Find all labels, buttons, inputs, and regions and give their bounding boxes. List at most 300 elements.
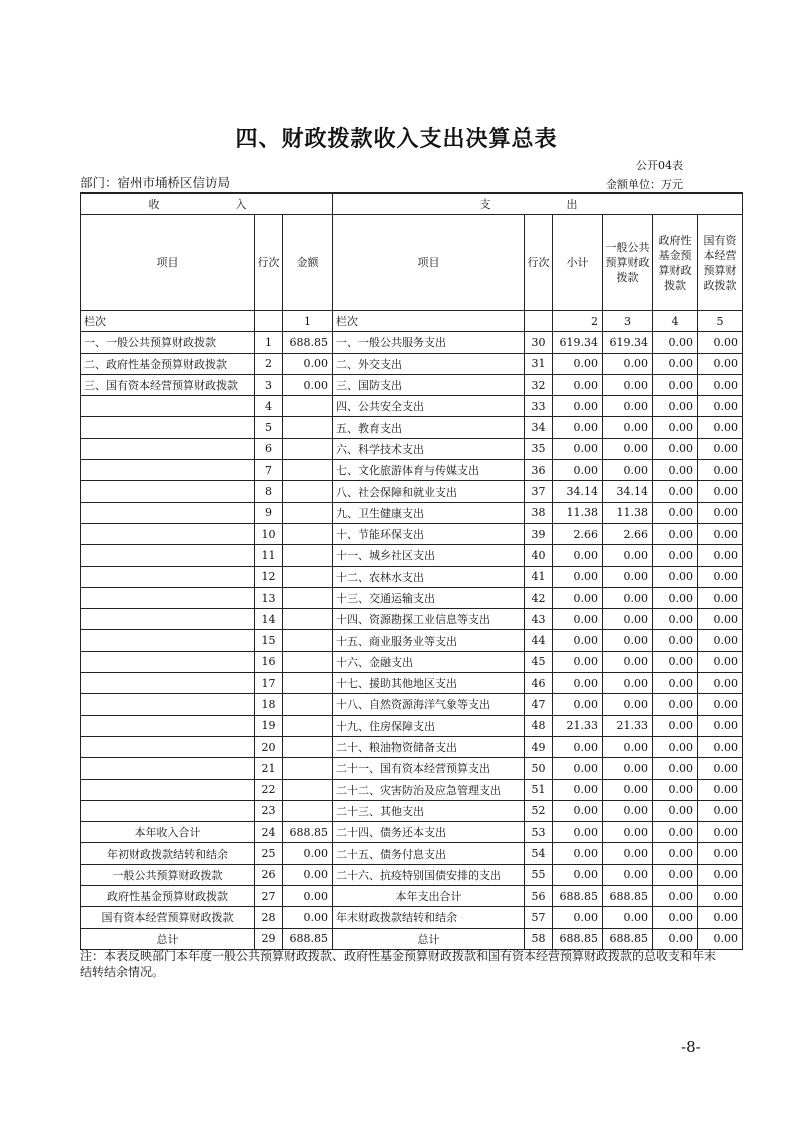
income-row-no-cell: 10 (255, 523, 283, 544)
expense-row-no-cell: 53 (525, 822, 553, 843)
expense-section-header: 支 出 (333, 193, 743, 215)
state-capital-cell: 0.00 (698, 822, 743, 843)
expense-item-cell: 十五、商业服务业等支出 (333, 630, 525, 651)
subtotal-cell: 0.00 (553, 843, 603, 864)
general-budget-cell: 0.00 (603, 587, 653, 608)
income-amount-cell (283, 758, 333, 779)
income-row-no-cell: 9 (255, 502, 283, 523)
income-amount-cell: 0.00 (283, 864, 333, 885)
subtotal-cell: 0.00 (553, 438, 603, 459)
income-row-no-cell: 18 (255, 694, 283, 715)
section-header-row (81, 193, 743, 215)
state-capital-cell: 0.00 (698, 353, 743, 374)
state-capital-cell: 0.00 (698, 587, 743, 608)
gov-fund-cell: 0.00 (653, 779, 698, 800)
subtotal-cell: 0.00 (553, 694, 603, 715)
income-row-no-cell: 22 (255, 779, 283, 800)
gov-fund-cell: 0.00 (653, 800, 698, 821)
state-capital-cell: 0.00 (698, 566, 743, 587)
state-capital-cell: 0.00 (698, 800, 743, 821)
income-row-no-cell: 27 (255, 886, 283, 907)
column-header-row (81, 215, 743, 311)
income-item-cell: 政府性基金预算财政拨款 (81, 886, 255, 907)
expense-row-no-cell: 45 (525, 651, 553, 672)
amount-unit-label: 金额单位：万元 (606, 178, 683, 191)
expense-item-cell: 二、外交支出 (333, 353, 525, 374)
header-gov-fund: 政府性基金预算财政拨款 (653, 215, 698, 311)
expense-item-cell: 总计 (333, 928, 525, 949)
expense-row-no-cell: 51 (525, 779, 553, 800)
income-amount-cell (283, 502, 333, 523)
income-row-no-cell: 5 (255, 417, 283, 438)
income-row-no-cell: 29 (255, 928, 283, 949)
income-row-no-cell: 3 (255, 374, 283, 395)
expense-item-cell: 十一、城乡社区支出 (333, 545, 525, 566)
income-item-cell (81, 800, 255, 821)
state-capital-cell: 0.00 (698, 864, 743, 885)
gov-fund-cell: 0.00 (653, 736, 698, 757)
subtotal-cell: 619.34 (553, 332, 603, 353)
subtotal-cell: 0.00 (553, 545, 603, 566)
gov-fund-cell: 0.00 (653, 396, 698, 417)
table-row (81, 886, 743, 907)
table-row (81, 566, 743, 587)
general-budget-cell: 0.00 (603, 417, 653, 438)
gov-fund-cell: 0.00 (653, 523, 698, 544)
expense-row-no-cell: 57 (525, 907, 553, 928)
income-item-cell: 国有资本经营预算财政拨款 (81, 907, 255, 928)
expense-item-cell: 年末财政拨款结转和结余 (333, 907, 525, 928)
subtotal-cell: 21.33 (553, 715, 603, 736)
income-amount-cell: 688.85 (283, 822, 333, 843)
header-expense-row-no: 行次 (525, 215, 553, 311)
expense-row-no-cell: 46 (525, 673, 553, 694)
gov-fund-cell: 0.00 (653, 374, 698, 395)
col-index-1: 1 (283, 311, 333, 332)
subtotal-cell: 0.00 (553, 822, 603, 843)
income-amount-cell: 0.00 (283, 886, 333, 907)
income-amount-cell (283, 694, 333, 715)
expense-item-cell: 十四、资源勘探工业信息等支出 (333, 609, 525, 630)
income-row-no-cell: 16 (255, 651, 283, 672)
general-budget-cell: 0.00 (603, 736, 653, 757)
state-capital-cell: 0.00 (698, 502, 743, 523)
general-budget-cell: 0.00 (603, 396, 653, 417)
income-item-cell (81, 545, 255, 566)
department-label: 部门：宿州市埇桥区信访局 (80, 175, 231, 190)
income-amount-cell: 0.00 (283, 907, 333, 928)
table-row (81, 843, 743, 864)
income-item-cell (81, 673, 255, 694)
expense-item-cell: 七、文化旅游体育与传媒支出 (333, 460, 525, 481)
form-number: 公开04表 (636, 159, 683, 172)
income-amount-cell (283, 651, 333, 672)
expense-row-no-cell: 58 (525, 928, 553, 949)
col-index-label-right: 栏次 (333, 311, 525, 332)
expense-item-cell: 二十三、其他支出 (333, 800, 525, 821)
table-row (81, 822, 743, 843)
income-item-cell (81, 758, 255, 779)
general-budget-cell: 0.00 (603, 843, 653, 864)
table-row (81, 353, 743, 374)
subtotal-cell: 0.00 (553, 609, 603, 630)
expense-row-no-cell: 43 (525, 609, 553, 630)
col-index-3: 3 (603, 311, 653, 332)
income-row-no-cell: 24 (255, 822, 283, 843)
gov-fund-cell: 0.00 (653, 587, 698, 608)
col-index-blank (525, 311, 553, 332)
income-amount-cell (283, 566, 333, 587)
income-amount-cell (283, 630, 333, 651)
income-amount-cell (283, 396, 333, 417)
income-amount-cell (283, 779, 333, 800)
header-state-capital: 国有资本经营预算财政拨款 (698, 215, 743, 311)
state-capital-cell: 0.00 (698, 651, 743, 672)
income-row-no-cell: 7 (255, 460, 283, 481)
expense-item-cell: 一、一般公共服务支出 (333, 332, 525, 353)
income-amount-cell (283, 481, 333, 502)
state-capital-cell: 0.00 (698, 332, 743, 353)
expense-item-cell: 十九、住房保障支出 (333, 715, 525, 736)
income-row-no-cell: 19 (255, 715, 283, 736)
table-row (81, 587, 743, 608)
income-item-cell (81, 694, 255, 715)
subtotal-cell: 0.00 (553, 673, 603, 694)
state-capital-cell: 0.00 (698, 609, 743, 630)
expense-row-no-cell: 54 (525, 843, 553, 864)
state-capital-cell: 0.00 (698, 417, 743, 438)
col-index-4: 4 (653, 311, 698, 332)
header-income-row-no: 行次 (255, 215, 283, 311)
gov-fund-cell: 0.00 (653, 417, 698, 438)
expense-row-no-cell: 56 (525, 886, 553, 907)
income-row-no-cell: 6 (255, 438, 283, 459)
general-budget-cell: 2.66 (603, 523, 653, 544)
table-row (81, 758, 743, 779)
subtotal-cell: 0.00 (553, 566, 603, 587)
income-item-cell (81, 523, 255, 544)
income-row-no-cell: 12 (255, 566, 283, 587)
income-item-cell: 三、国有资本经营预算财政拨款 (81, 374, 255, 395)
footnote: 注：本表反映部门本年度一般公共预算财政拨款、政府性基金预算财政拨款和国有资本经营预算财政拨款的总收支和年末结转结余情况。 (80, 949, 717, 979)
income-row-no-cell: 25 (255, 843, 283, 864)
budget-table (80, 192, 743, 950)
expense-row-no-cell: 31 (525, 353, 553, 374)
table-row (81, 736, 743, 757)
gov-fund-cell: 0.00 (653, 502, 698, 523)
income-item-cell (81, 566, 255, 587)
subtotal-cell: 0.00 (553, 907, 603, 928)
subtotal-cell: 0.00 (553, 587, 603, 608)
subtotal-cell: 0.00 (553, 864, 603, 885)
income-item-cell (81, 481, 255, 502)
general-budget-cell: 0.00 (603, 374, 653, 395)
gov-fund-cell: 0.00 (653, 566, 698, 587)
column-index-row (81, 311, 743, 332)
income-item-cell: 总计 (81, 928, 255, 949)
income-item-cell (81, 715, 255, 736)
subtotal-cell: 0.00 (553, 736, 603, 757)
general-budget-cell: 0.00 (603, 694, 653, 715)
income-amount-cell (283, 800, 333, 821)
state-capital-cell: 0.00 (698, 715, 743, 736)
general-budget-cell: 0.00 (603, 566, 653, 587)
state-capital-cell: 0.00 (698, 396, 743, 417)
expense-row-no-cell: 32 (525, 374, 553, 395)
income-item-cell: 二、政府性基金预算财政拨款 (81, 353, 255, 374)
expense-row-no-cell: 49 (525, 736, 553, 757)
general-budget-cell: 0.00 (603, 779, 653, 800)
expense-item-cell: 十八、自然资源海洋气象等支出 (333, 694, 525, 715)
income-item-cell (81, 651, 255, 672)
income-item-cell (81, 438, 255, 459)
state-capital-cell: 0.00 (698, 545, 743, 566)
income-row-no-cell: 23 (255, 800, 283, 821)
general-budget-cell: 0.00 (603, 864, 653, 885)
expense-item-cell: 九、卫生健康支出 (333, 502, 525, 523)
income-row-no-cell: 17 (255, 673, 283, 694)
subtotal-cell: 34.14 (553, 481, 603, 502)
expense-row-no-cell: 41 (525, 566, 553, 587)
state-capital-cell: 0.00 (698, 374, 743, 395)
expense-row-no-cell: 30 (525, 332, 553, 353)
state-capital-cell: 0.00 (698, 779, 743, 800)
income-item-cell (81, 630, 255, 651)
general-budget-cell: 0.00 (603, 758, 653, 779)
subtotal-cell: 0.00 (553, 460, 603, 481)
expense-item-cell: 十三、交通运输支出 (333, 587, 525, 608)
expense-item-cell: 八、社会保障和就业支出 (333, 481, 525, 502)
expense-row-no-cell: 39 (525, 523, 553, 544)
subtotal-cell: 0.00 (553, 800, 603, 821)
income-amount-cell (283, 736, 333, 757)
income-amount-cell (283, 438, 333, 459)
income-amount-cell (283, 545, 333, 566)
income-item-cell (81, 417, 255, 438)
state-capital-cell: 0.00 (698, 481, 743, 502)
table-row (81, 800, 743, 821)
expense-item-cell: 二十五、债务付息支出 (333, 843, 525, 864)
income-row-no-cell: 28 (255, 907, 283, 928)
expense-item-cell: 二十一、国有资本经营预算支出 (333, 758, 525, 779)
subtotal-cell: 0.00 (553, 374, 603, 395)
gov-fund-cell: 0.00 (653, 715, 698, 736)
gov-fund-cell: 0.00 (653, 843, 698, 864)
subtotal-cell: 0.00 (553, 396, 603, 417)
gov-fund-cell: 0.00 (653, 353, 698, 374)
gov-fund-cell: 0.00 (653, 822, 698, 843)
page-number: -8- (681, 1038, 701, 1056)
state-capital-cell: 0.00 (698, 673, 743, 694)
income-row-no-cell: 15 (255, 630, 283, 651)
income-row-no-cell: 1 (255, 332, 283, 353)
general-budget-cell: 0.00 (603, 353, 653, 374)
subtotal-cell: 688.85 (553, 928, 603, 949)
income-item-cell (81, 736, 255, 757)
expense-row-no-cell: 37 (525, 481, 553, 502)
table-row (81, 609, 743, 630)
expense-row-no-cell: 48 (525, 715, 553, 736)
table-row (81, 694, 743, 715)
col-index-label-left: 栏次 (81, 311, 255, 332)
income-item-cell: 一般公共预算财政拨款 (81, 864, 255, 885)
income-row-no-cell: 8 (255, 481, 283, 502)
income-row-no-cell: 21 (255, 758, 283, 779)
expense-item-cell: 二十、粮油物资储备支出 (333, 736, 525, 757)
income-row-no-cell: 20 (255, 736, 283, 757)
table-row (81, 396, 743, 417)
table-row (81, 630, 743, 651)
subtotal-cell: 0.00 (553, 353, 603, 374)
table-row (81, 460, 743, 481)
income-row-no-cell: 13 (255, 587, 283, 608)
income-row-no-cell: 26 (255, 864, 283, 885)
gov-fund-cell: 0.00 (653, 886, 698, 907)
gov-fund-cell: 0.00 (653, 332, 698, 353)
income-amount-cell: 688.85 (283, 332, 333, 353)
col-index-blank (255, 311, 283, 332)
table-row (81, 907, 743, 928)
table-row (81, 779, 743, 800)
expense-item-cell: 十七、援助其他地区支出 (333, 673, 525, 694)
income-amount-cell (283, 715, 333, 736)
income-row-no-cell: 4 (255, 396, 283, 417)
expense-row-no-cell: 35 (525, 438, 553, 459)
state-capital-cell: 0.00 (698, 694, 743, 715)
state-capital-cell: 0.00 (698, 630, 743, 651)
expense-row-no-cell: 36 (525, 460, 553, 481)
expense-item-cell: 二十四、债务还本支出 (333, 822, 525, 843)
income-item-cell (81, 396, 255, 417)
expense-item-cell: 本年支出合计 (333, 886, 525, 907)
table-row (81, 332, 743, 353)
subtotal-cell: 0.00 (553, 651, 603, 672)
gov-fund-cell: 0.00 (653, 651, 698, 672)
expense-row-no-cell: 40 (525, 545, 553, 566)
gov-fund-cell: 0.00 (653, 545, 698, 566)
general-budget-cell: 0.00 (603, 460, 653, 481)
general-budget-cell: 34.14 (603, 481, 653, 502)
gov-fund-cell: 0.00 (653, 438, 698, 459)
subtotal-cell: 11.38 (553, 502, 603, 523)
gov-fund-cell: 0.00 (653, 460, 698, 481)
table-row (81, 715, 743, 736)
state-capital-cell: 0.00 (698, 438, 743, 459)
income-amount-cell (283, 417, 333, 438)
table-row (81, 374, 743, 395)
gov-fund-cell: 0.00 (653, 864, 698, 885)
income-row-no-cell: 11 (255, 545, 283, 566)
general-budget-cell: 0.00 (603, 609, 653, 630)
gov-fund-cell: 0.00 (653, 758, 698, 779)
table-row (81, 417, 743, 438)
table-row (81, 864, 743, 885)
col-index-2: 2 (553, 311, 603, 332)
subtotal-cell: 0.00 (553, 779, 603, 800)
expense-item-cell: 十六、金融支出 (333, 651, 525, 672)
general-budget-cell: 0.00 (603, 630, 653, 651)
expense-item-cell: 十、节能环保支出 (333, 523, 525, 544)
header-expense-item: 项目 (333, 215, 525, 311)
table-row (81, 481, 743, 502)
subtotal-cell: 2.66 (553, 523, 603, 544)
income-item-cell (81, 609, 255, 630)
income-item-cell (81, 779, 255, 800)
general-budget-cell: 11.38 (603, 502, 653, 523)
income-row-no-cell: 2 (255, 353, 283, 374)
header-income-item: 项目 (81, 215, 255, 311)
subtotal-cell: 0.00 (553, 758, 603, 779)
general-budget-cell: 0.00 (603, 907, 653, 928)
expense-row-no-cell: 55 (525, 864, 553, 885)
state-capital-cell: 0.00 (698, 758, 743, 779)
expense-item-cell: 二十六、抗疫特别国债安排的支出 (333, 864, 525, 885)
general-budget-cell: 0.00 (603, 438, 653, 459)
table-row (81, 523, 743, 544)
header-general-budget: 一般公共预算财政拨款 (603, 215, 653, 311)
gov-fund-cell: 0.00 (653, 673, 698, 694)
state-capital-cell: 0.00 (698, 523, 743, 544)
subtotal-cell: 0.00 (553, 417, 603, 438)
page-title: 四、财政拨款收入支出决算总表 (235, 126, 558, 152)
expense-item-cell: 五、教育支出 (333, 417, 525, 438)
header-subtotal: 小计 (553, 215, 603, 311)
subtotal-cell: 688.85 (553, 886, 603, 907)
income-amount-cell (283, 609, 333, 630)
state-capital-cell: 0.00 (698, 907, 743, 928)
table-row (81, 673, 743, 694)
general-budget-cell: 0.00 (603, 545, 653, 566)
table-row (81, 928, 743, 949)
state-capital-cell: 0.00 (698, 736, 743, 757)
table-row (81, 502, 743, 523)
income-amount-cell (283, 523, 333, 544)
table-row (81, 438, 743, 459)
general-budget-cell: 688.85 (603, 928, 653, 949)
state-capital-cell: 0.00 (698, 886, 743, 907)
expense-row-no-cell: 38 (525, 502, 553, 523)
income-item-cell (81, 502, 255, 523)
general-budget-cell: 0.00 (603, 673, 653, 694)
income-item-cell (81, 587, 255, 608)
expense-row-no-cell: 50 (525, 758, 553, 779)
gov-fund-cell: 0.00 (653, 609, 698, 630)
gov-fund-cell: 0.00 (653, 481, 698, 502)
income-amount-cell: 0.00 (283, 374, 333, 395)
header-income-amount: 金额 (283, 215, 333, 311)
income-item-cell: 一、一般公共预算财政拨款 (81, 332, 255, 353)
expense-row-no-cell: 42 (525, 587, 553, 608)
state-capital-cell: 0.00 (698, 928, 743, 949)
general-budget-cell: 0.00 (603, 822, 653, 843)
state-capital-cell: 0.00 (698, 843, 743, 864)
general-budget-cell: 21.33 (603, 715, 653, 736)
expense-row-no-cell: 33 (525, 396, 553, 417)
expense-item-cell: 二十二、灾害防治及应急管理支出 (333, 779, 525, 800)
income-amount-cell: 0.00 (283, 353, 333, 374)
expense-item-cell: 六、科学技术支出 (333, 438, 525, 459)
income-amount-cell (283, 673, 333, 694)
general-budget-cell: 688.85 (603, 886, 653, 907)
gov-fund-cell: 0.00 (653, 928, 698, 949)
general-budget-cell: 0.00 (603, 651, 653, 672)
subtotal-cell: 0.00 (553, 630, 603, 651)
state-capital-cell: 0.00 (698, 460, 743, 481)
income-item-cell: 年初财政拨款结转和结余 (81, 843, 255, 864)
income-amount-cell: 688.85 (283, 928, 333, 949)
expense-row-no-cell: 52 (525, 800, 553, 821)
expense-row-no-cell: 44 (525, 630, 553, 651)
